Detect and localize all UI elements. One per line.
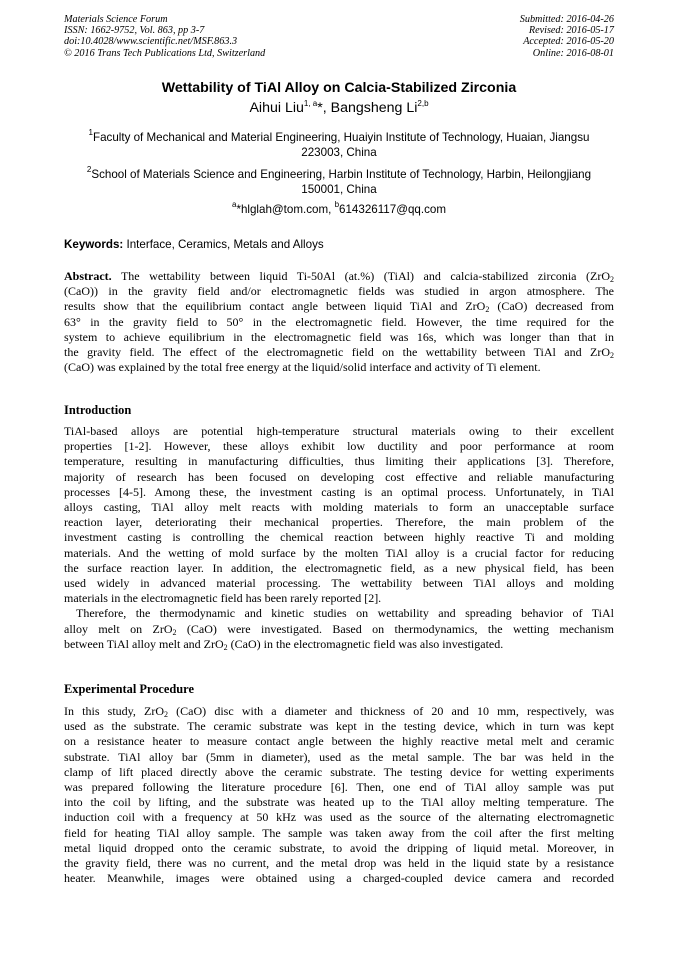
email-b[interactable]: 614326117@qq.com <box>339 203 446 216</box>
author-line <box>0 100 678 116</box>
affiliation-2-sup: 2 <box>86 165 92 174</box>
intro-line: reaction layer, deteriorating their mechanical properties. Therefore, the main problem of the <box>64 515 614 530</box>
exp-line: induction coil with a frequency at 50 kHz was used as the source of the alternating electromagnetic <box>64 810 614 825</box>
email-a-sup: a <box>232 200 237 209</box>
abstract-line: results show that the equilibrium contact angle between liquid TiAl and ZrO$_2$ (CaO) decreased from <box>64 299 614 315</box>
journal-header <box>64 14 265 59</box>
intro-line: temperature, resulting in manufacturing difficulties, thus limiting their applications [3]. Therefore, <box>64 454 614 469</box>
abstract <box>64 269 614 375</box>
dates-header <box>520 14 614 59</box>
affiliation-1-text: Faculty of Mechanical and Material Engineering, Huaiyin Institute of Technology, Huaian, Jiangsu <box>93 131 590 144</box>
exp-line: was prepared following the literature procedure [6]. Then, one end of TiAl alloy sample was put <box>64 780 614 795</box>
affiliation-1-sup: 1 <box>88 128 93 137</box>
email-b-sup: b <box>334 200 340 209</box>
exp-line: heater. Meanwhile, images were obtained using a charged-coupled device camera and recorded <box>64 871 614 886</box>
intro-line: alloy melt on ZrO$_2$ (CaO) were investigated. Based on thermodynamics, the wetting mechanism <box>64 621 614 637</box>
abstract-line: the gravity field. The effect of the electromagnetic field on the wettability between TiAl and ZrO$_2$ <box>64 345 614 361</box>
intro-line: TiAl-based alloys are potential high-temperature structural materials owing to their excellent <box>64 424 614 438</box>
intro-line: materials in the electromagnetic field has been rarely reported [2]. <box>64 591 382 606</box>
exp-line: field for heating TiAl alloy sample. The sample was taken away from the coil after the first melting <box>64 825 614 840</box>
intro-line: materials. And the wetting of mold surface by the molten TiAl alloy is a crucial factor for reducing <box>64 545 614 560</box>
author-2-affil: 2,b <box>417 99 429 108</box>
abstract-line: (CaO)) in the gravity field and/or electromagnetic fields was studied in argon atmosphere. The <box>64 284 614 299</box>
affiliation-1-line2: 223003, China <box>301 146 377 159</box>
exp-line: substrate. TiAl alloy bar (5mm in diameter), used as the metal sample. The bar was held in the <box>64 749 614 764</box>
exp-line: used as the substrate. The ceramic substrate was kept in the testing device, which in turn was kept <box>64 719 614 734</box>
journal-copyright: © 2016 Trans Tech Publications Ltd, Switzerland <box>64 47 266 59</box>
author-1-affil: 1, a <box>303 99 318 108</box>
abstract-line: system to achieve equilibrium in the electromagnetic field was 16s, which was longer than that in <box>64 329 614 344</box>
keywords <box>64 238 324 251</box>
affiliation-2-line2: 150001, China <box>301 183 377 196</box>
experimental-body <box>64 704 614 886</box>
introduction-body <box>64 424 614 652</box>
intro-line: investment casting is controlling the chemical reaction between highly reactive Ti and molding <box>64 530 614 545</box>
abstract-line: (CaO) was explained by the total free energy at the liquid/solid interface and activity of Ti element. <box>64 360 541 375</box>
exp-line: into the coil by lifting, and the substrate was heated up to the TiAl alloy melting temperature. The <box>64 795 614 810</box>
email-a[interactable]: *hlglah@tom.com, <box>236 203 335 216</box>
date-revised: Revised: 2016-05-17 <box>528 25 614 37</box>
keywords-label: Keywords: <box>64 238 124 251</box>
author-2: Bangsheng Li <box>330 100 418 116</box>
intro-line: properties [1-2]. However, these alloys exhibit low ductility and poor performance at room <box>64 439 614 454</box>
date-online: Online: 2016-08-01 <box>532 47 614 59</box>
affiliation-1 <box>64 130 614 160</box>
exp-line: clamp of lift placed directly above the ceramic substrate. The testing device for wetting experiments <box>64 764 614 779</box>
corresponding-mark: *, <box>317 100 331 116</box>
author-1: Aihui Liu <box>249 100 304 116</box>
email-line <box>0 200 678 216</box>
exp-line: on a resistance heater to measure contact angle between the highly reactive metal melt and ceramic <box>64 734 614 749</box>
paper-title: Wettability of TiAl Alloy on Calcia-Stabilized Zirconia <box>161 80 517 96</box>
introduction-heading: Introduction <box>64 403 132 417</box>
date-submitted: Submitted: 2016-04-26 <box>519 14 614 25</box>
intro-line: between TiAl alloy melt and ZrO$_2$ (CaO) in the electromagnetic field was also investigated. <box>64 636 504 652</box>
exp-line: In this study, ZrO$_2$ (CaO) disc with a diameter and thickness of 20 and 10 mm, respectively, was <box>64 704 614 719</box>
abstract-line: 63° in the gravity field to 50° in the electromagnetic field. However, the time required for the <box>64 314 614 329</box>
date-accepted: Accepted: 2016-05-20 <box>523 36 614 48</box>
intro-line: the surface reaction layer. In addition, the electromagnetic field, as a new physical field, has been <box>64 560 614 575</box>
intro-line: Therefore, the thermodynamic and kinetic studies on wettability and spreading behavior of TiAl <box>76 606 614 621</box>
intro-line: alloys casting, TiAl alloy melt reacts with molding materials to form an unacceptable surface <box>64 500 614 515</box>
intro-line: used widely in advanced material processing. The wettability between TiAl alloys and molding <box>64 576 614 591</box>
intro-line: processes [4-5]. Among these, the investment casting is an optimal process. Unfortunately, in TiAl <box>64 484 614 499</box>
keywords-text: Interface, Ceramics, Metals and Alloys <box>123 238 324 251</box>
intro-line: majority of research has been focused on developing cost effective and reliable manufacturing <box>64 469 614 484</box>
exp-line: metal liquid dropped onto the ceramic substrate, to avoid the dripping of liquid metal. Moreover, in <box>64 840 614 855</box>
affiliation-2-text: School of Materials Science and Engineering, Harbin Institute of Technology, Harbin, Heilongjiang <box>91 168 592 181</box>
abstract-line: Abstract. The wettability between liquid Ti-50Al (at.%) (TiAl) and calcia-stabilized zirconia (ZrO$_2$ <box>64 269 614 284</box>
journal-issn: ISSN: 1662-9752, Vol. 863, pp 3-7 <box>64 25 205 37</box>
journal-doi: doi:10.4028/www.scientific.net/MSF.863.3 <box>64 36 238 48</box>
abstract-label: Abstract. <box>64 269 112 283</box>
experimental-heading: Experimental Procedure <box>64 682 194 696</box>
journal-name: Materials Science Forum <box>64 14 168 25</box>
affiliation-2 <box>64 167 614 197</box>
exp-line: the gravity field, there was no current, and the metal drop was held in the liquid state by a resistance <box>64 856 614 871</box>
